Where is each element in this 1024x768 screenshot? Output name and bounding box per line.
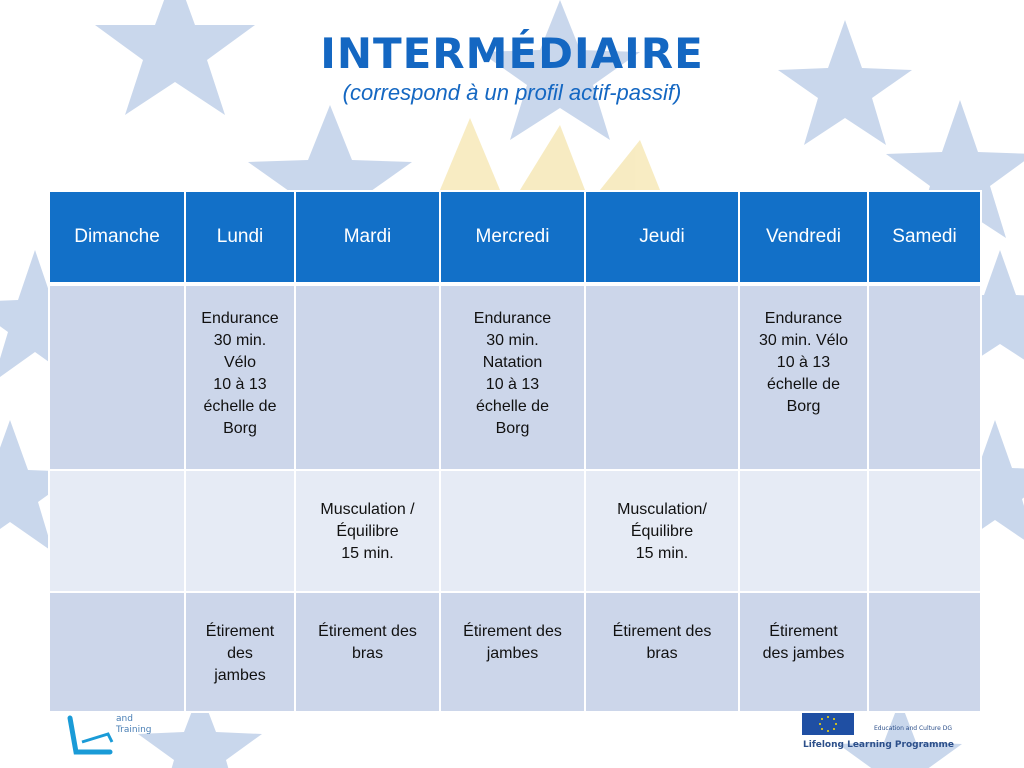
table-cell — [868, 592, 981, 712]
table-cell — [585, 284, 739, 470]
eu-flag-icon — [802, 713, 854, 735]
table-cell — [295, 284, 440, 470]
table-cell — [868, 470, 981, 592]
table-cell: Endurance 30 min. Vélo 10 à 13 échelle de Borg — [739, 284, 868, 470]
header-mardi: Mardi — [295, 191, 440, 284]
sun-ray — [600, 140, 660, 190]
header-dimanche: Dimanche — [49, 191, 185, 284]
table-header-row — [49, 191, 981, 284]
sun-ray — [520, 125, 585, 190]
eu-dg-text: Education and Culture DG — [874, 725, 952, 732]
header-lundi: Lundi — [185, 191, 295, 284]
table-cell: Musculation / Équilibre 15 min. — [295, 470, 440, 592]
header-jeudi: Jeudi — [585, 191, 739, 284]
weekly-schedule-table — [48, 190, 982, 713]
header-vendredi: Vendredi — [739, 191, 868, 284]
table-cell: Musculation/ Équilibre 15 min. — [585, 470, 739, 592]
table-cell — [49, 284, 185, 470]
table-cell: Étirement des bras — [295, 592, 440, 712]
header-samedi: Samedi — [868, 191, 981, 284]
table-cell: Étirement des jambes — [185, 592, 295, 712]
table-cell — [440, 470, 585, 592]
page-title: INTERMÉDIAIRE — [320, 29, 704, 78]
table-cell — [49, 592, 185, 712]
table-cell — [868, 284, 981, 470]
page-subtitle: (correspond à un profil actif-passif) — [342, 80, 682, 105]
header-mercredi: Mercredi — [440, 191, 585, 284]
table-cell: Étirement des bras — [585, 592, 739, 712]
logo-left-text: and Training — [116, 714, 152, 735]
table-cell — [739, 470, 868, 592]
table-cell: Étirement des jambes — [440, 592, 585, 712]
sun-ray — [440, 118, 500, 190]
table-row-etirement — [49, 592, 981, 712]
table-cell: Étirement des jambes — [739, 592, 868, 712]
eu-programme-text: Lifelong Learning Programme — [803, 740, 954, 750]
table-cell: Endurance 30 min. Natation 10 à 13 échelle de Borg — [440, 284, 585, 470]
table-cell — [185, 470, 295, 592]
table-cell — [49, 470, 185, 592]
table-row-musculation — [49, 470, 981, 592]
table-row-endurance — [49, 284, 981, 470]
table-cell: Endurance 30 min. Vélo 10 à 13 échelle de Borg — [185, 284, 295, 470]
